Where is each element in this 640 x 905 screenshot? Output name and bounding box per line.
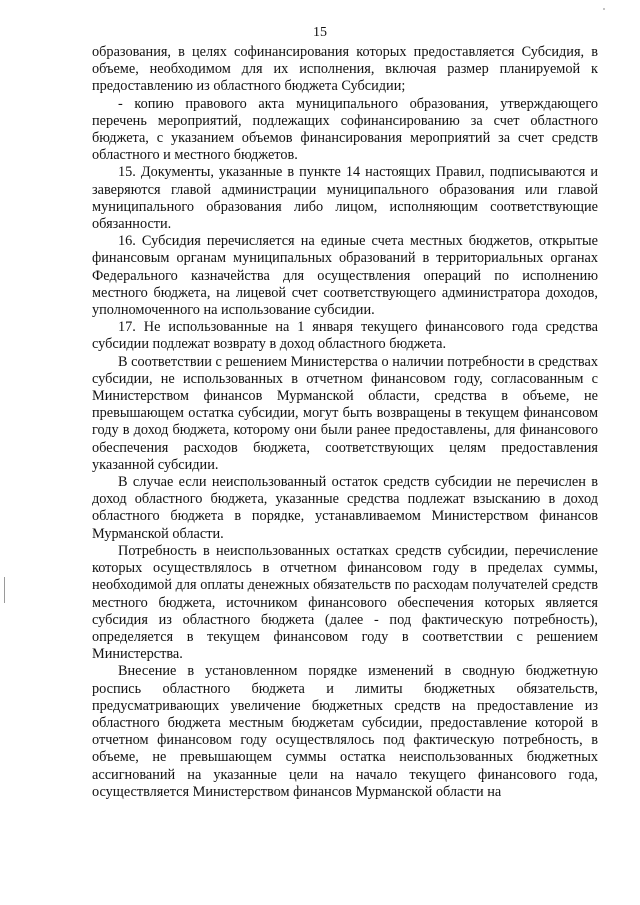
- paragraph-item-15: 15. Документы, указанные в пункте 14 настоящих Правил, подписываются и заверяются главой администрации муниципального образования или главой муниципального образования либо лицом, исполняющим соответствующие обязанности.: [92, 164, 598, 233]
- paragraph-return-decision: В соответствии с решением Министерства о наличии потребности в средствах субсидии, не использованных в отчетном финансовом году, согласованным с Министерством финансов Мурманской области, средства в объеме, не превышающем остатка субсидии, могут быть возвращены в текущем финансовом году в доход бюджета, которому они были ранее предоставлены, для финансового обеспечения расходов бюджета, соответствующих целям предоставления указанной субсидии.: [92, 353, 598, 473]
- document-body: [92, 44, 598, 801]
- paragraph-need: Потребность в неиспользованных остатках средств субсидии, перечисление которых осуществлялось в отчетном финансовом году в пределах суммы, необходимой для оплаты денежных обязательств по расходам получателей средств местного бюджета, источником финансового обеспечения которых является субсидия из областного бюджета (далее - под фактическую потребность), определяется в текущем финансовом году в соответствии с решением Министерства.: [92, 542, 598, 663]
- scan-speck: [603, 8, 605, 10]
- paragraph-recovery: В случае если неиспользованный остаток средств субсидии не перечислен в доход областного бюджета, указанные средства подлежат взысканию в доход областного бюджета в порядке, устанавливаемом Министерством финансов Мурманской области.: [92, 474, 598, 542]
- paragraph-list-item: - копию правового акта муниципального образования, утверждающего перечень мероприятий, подлежащих софинансированию за счет областного бюджета, с указанием объемов финансирования мероприятий за счет средств областного и местного бюджетов.: [92, 95, 598, 164]
- paragraph-item-16: 16. Субсидия перечисляется на единые счета местных бюджетов, открытые финансовым органам муниципальных образований в территориальных органах Федерального казначейства для осуществления операций по исполнению местного бюджета, на лицевой счет соответствующего администратора доходов, уполномоченного на использование субсидии.: [92, 233, 598, 319]
- page-number: 15: [313, 25, 327, 40]
- paragraph-continuation: образования, в целях софинансирования которых предоставляется Субсидия, в объеме, необходимом для их исполнения, включая размер планируемой к предоставлению из областного бюджета Субсидии;: [92, 44, 598, 95]
- paragraph-budget-changes: Внесение в установленном порядке изменений в сводную бюджетную роспись областного бюджета и лимиты бюджетных обязательств, предусматривающих увеличение бюджетных средств на предоставление из областного бюджета местным бюджетам субсидии, предоставление которой в отчетном финансовом году осуществлялось под фактическую потребность, в объеме, не превышающем суммы остатка неиспользованных бюджетных ассигнований на указанные цели на начало текущего финансового года, осуществляется Министерством финансов Мурманской области на: [92, 663, 598, 800]
- scan-edge-mark: [4, 577, 5, 603]
- paragraph-item-17: 17. Не использованные на 1 января текущего финансового года средства субсидии подлежат возврату в доход областного бюджета.: [92, 319, 598, 353]
